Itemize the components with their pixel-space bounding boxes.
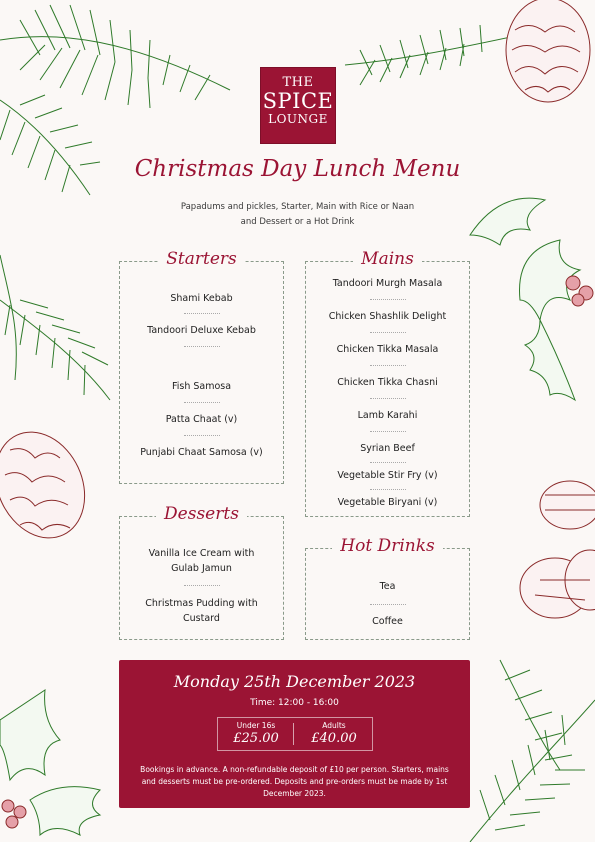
desserts-heading: Desserts <box>156 504 247 524</box>
item-separator <box>370 604 406 605</box>
price-value: £40.00 <box>311 731 357 746</box>
item-separator <box>370 332 406 333</box>
hot-drinks-section <box>305 536 470 640</box>
menu-item-line: Custard <box>183 613 220 624</box>
price-label: Under 16s <box>236 721 276 730</box>
acorn-right-icon <box>520 481 595 618</box>
subtitle-line: Papadums and pickles, Starter, Main with Rice or Naan <box>180 202 415 212</box>
booking-banner <box>119 660 470 808</box>
desserts-section <box>119 504 284 640</box>
price-divider <box>293 723 294 745</box>
item-separator <box>370 431 406 432</box>
pine-branch-top-right-icon <box>345 25 520 85</box>
item-separator <box>184 402 220 403</box>
item-separator <box>184 346 220 347</box>
menu-item: Chicken Tikka Masala <box>336 344 439 355</box>
menu-item <box>120 597 283 626</box>
item-separator <box>370 489 406 490</box>
menu-item-line: Christmas Pudding with <box>145 598 258 609</box>
event-date: Monday 25th December 2023 <box>173 672 416 691</box>
item-separator <box>184 313 220 314</box>
restaurant-logo <box>260 67 336 144</box>
menu-item: Lamb Karahi <box>357 410 418 421</box>
menu-item: Chicken Tikka Chasni <box>337 377 438 388</box>
price-label: Adults <box>322 721 346 730</box>
menu-item <box>120 547 283 576</box>
menu-item-line: Gulab Jamun <box>171 563 232 574</box>
price-adults <box>296 721 372 746</box>
mains-section <box>305 249 470 517</box>
menu-item-line: Vanilla Ice Cream with <box>148 548 255 559</box>
booking-note-line: December 2023. <box>263 789 326 798</box>
menu-item: Tea <box>379 581 396 592</box>
pine-branch-left-icon <box>0 255 110 400</box>
starters-heading: Starters <box>158 249 244 269</box>
hot-drinks-heading: Hot Drinks <box>332 536 442 556</box>
item-separator <box>370 462 406 463</box>
menu-item: Chicken Shashlik Delight <box>328 311 447 322</box>
booking-note <box>139 764 450 800</box>
menu-item: Tandoori Deluxe Kebab <box>147 325 256 336</box>
menu-item: Coffee <box>372 616 403 627</box>
menu-item: Punjabi Chaat Samosa (v) <box>140 447 263 458</box>
item-separator <box>370 299 406 300</box>
menu-item: Shami Kebab <box>170 293 233 304</box>
booking-note-line: Bookings in advance. A non-refundable deposit of £10 per person. Starters, mains <box>140 765 449 774</box>
menu-item: Vegetable Stir Fry (v) <box>337 470 438 481</box>
menu-item: Syrian Beef <box>360 443 415 454</box>
holly-right-icon <box>470 198 580 400</box>
logo-line-spice: SPICE <box>262 89 334 113</box>
menu-title: Christmas Day Lunch Menu <box>134 156 461 182</box>
pine-cone-top-right-icon <box>506 0 590 102</box>
booking-note-line: and desserts must be pre-ordered. Deposits and pre-orders must be made by 1st <box>141 777 448 786</box>
logo-line-the: THE <box>282 75 314 90</box>
starters-section <box>119 249 284 484</box>
holly-berries-bottom-left-icon <box>2 800 26 828</box>
price-table <box>217 717 373 751</box>
mains-heading: Mains <box>353 249 422 269</box>
menu-item: Patta Chaat (v) <box>165 414 238 425</box>
menu-subtitle <box>160 200 435 230</box>
pine-branch-bottom-right-icon <box>470 660 595 842</box>
menu-item: Fish Samosa <box>171 381 232 392</box>
holly-bottom-left-icon <box>0 690 100 835</box>
menu-item: Tandoori Murgh Masala <box>332 278 443 289</box>
pine-cone-left-icon <box>0 417 101 552</box>
logo-line-lounge: LOUNGE <box>268 112 328 126</box>
subtitle-line: and Dessert or a Hot Drink <box>240 217 355 227</box>
price-under-16s <box>218 721 294 746</box>
event-time: Time: 12:00 - 16:00 <box>250 698 339 708</box>
item-separator <box>184 435 220 436</box>
holly-berries-right-icon <box>566 276 593 306</box>
price-value: £25.00 <box>233 731 279 746</box>
item-separator <box>184 585 220 586</box>
menu-item: Vegetable Biryani (v) <box>337 497 438 508</box>
item-separator <box>370 398 406 399</box>
item-separator <box>370 365 406 366</box>
